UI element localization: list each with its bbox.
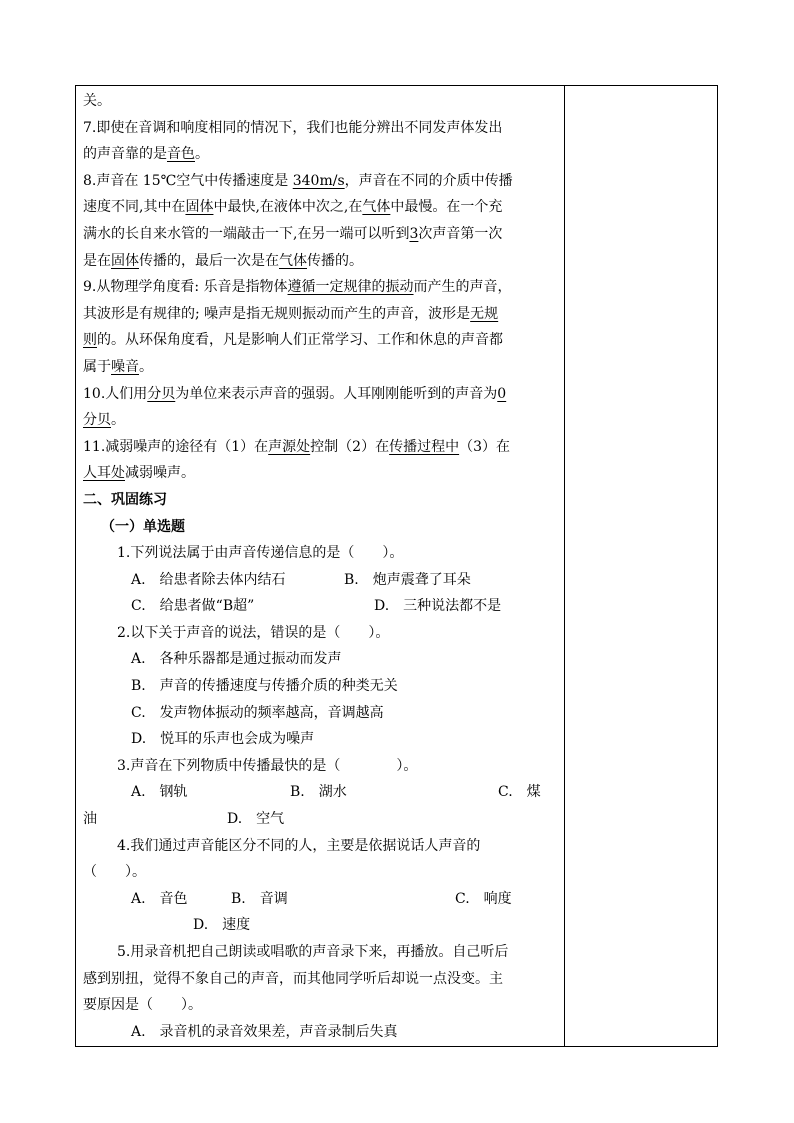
note-text: 控制（2）在 [310, 438, 390, 455]
note-line [83, 248, 561, 275]
option-a: A. 音色 [131, 890, 188, 907]
note-text: 的声音靠的是 [83, 146, 167, 163]
answer-blank: 分贝 [147, 385, 176, 402]
answer-blank: 声源处 [268, 438, 311, 455]
note-text: 。 [111, 412, 125, 429]
note-text: 关。 [83, 93, 111, 109]
answer-blank: 3 [409, 225, 419, 242]
answer-blank: 传播过程中 [389, 438, 460, 455]
option-a: A. 录音机的录音效果差，声音录制后失真 [131, 1023, 398, 1040]
question-stem: 2.以下关于声音的说法，错误的是（ ）。 [117, 624, 390, 641]
answer-blank: 噪音 [111, 358, 139, 375]
note-text: 传播的。 [307, 252, 363, 269]
option-row [83, 779, 561, 806]
option-b: B. 湖水 [290, 784, 347, 801]
answer-blank: 气体 [362, 199, 391, 216]
option-c: C. 煤 [498, 784, 541, 801]
note-line [83, 460, 561, 487]
note-text: 其波形是有规律的; 噪声是指无规则振动而产生的声音，波形是 [83, 305, 471, 322]
question-stem: 1.下列说法属于由声音传递信息的是（ ）。 [117, 545, 404, 562]
answer-blank: 分贝 [83, 412, 111, 429]
note-text: 的。从环保角度看，凡是影响人们正常学习、工作和休息的声音都 [97, 332, 503, 349]
question-stem: 感到别扭，觉得不象自己的声音，而其他同学听后却说一点没变。主 [83, 970, 503, 987]
note-text: 10.人们用 [83, 385, 148, 402]
option-c-continued: 油 [83, 811, 97, 828]
note-q7 [83, 115, 561, 142]
note-line [83, 327, 561, 354]
note-text: （3）在 [459, 438, 511, 455]
answer-blank: 遵循一定规律的振动 [287, 279, 414, 296]
option-c: C. 发声物体振动的频率越高，音调越高 [131, 704, 384, 721]
note-line [83, 407, 561, 434]
note-line [83, 301, 561, 328]
note-line [83, 194, 561, 221]
answer-blank: 固体 [111, 252, 139, 269]
note-text: 传播的，最后一次是在 [139, 252, 279, 269]
note-q11 [83, 434, 561, 461]
worksheet-content [83, 88, 561, 1045]
note-text: 8.声音在 15℃空气中传播速度是 [83, 172, 293, 189]
question-stem: 要原因是（ ）。 [83, 997, 202, 1014]
option-c: C. 响度 [455, 890, 512, 907]
answer-blank: 无规 [470, 305, 499, 322]
answer-blank: 0 [497, 385, 507, 402]
answer-blank: 人耳处 [83, 465, 125, 482]
note-text: 。 [195, 146, 209, 163]
option-a: A. 给患者除去体内结石 [131, 571, 286, 588]
note-line [83, 354, 561, 381]
answer-blank: 音色 [167, 146, 195, 163]
option-row [83, 806, 561, 833]
option-row [83, 886, 561, 913]
option-b: B. 音调 [231, 890, 288, 907]
note-line [83, 141, 561, 168]
note-text: 次声音第一次 [418, 225, 503, 242]
note-text: 属于 [83, 358, 111, 375]
note-text: ，声音在不同的介质中传播 [344, 172, 513, 189]
note-text: 速度不同,其中在 [83, 199, 186, 216]
column-divider [564, 85, 565, 1047]
note-text: 中最慢。在一个充 [390, 199, 503, 216]
option-d: D. 悦耳的乐声也会成为噪声 [131, 731, 315, 748]
note-q9 [83, 274, 561, 301]
note-text: 中最快,在液体中次之,在 [213, 199, 363, 216]
answer-blank: 气体 [279, 252, 307, 269]
question-stem: 5.用录音机把自己朗读或唱歌的声音录下来，再播放。自己听后 [117, 944, 509, 960]
option-row [83, 593, 561, 620]
option-a: A. 各种乐器都是通过振动而发声 [131, 651, 342, 668]
note-q10 [83, 381, 561, 408]
note-text: 而产生的声音， [413, 279, 512, 296]
note-line [83, 88, 561, 115]
option-b: B. 炮声震聋了耳朵 [344, 571, 471, 588]
option-row [83, 567, 561, 594]
section-heading: 二、巩固练习 [83, 491, 167, 508]
answer-blank: 固体 [185, 199, 214, 216]
answer-blank: 则 [83, 332, 97, 349]
note-text: 9.从物理学角度看: 乐音是指物体 [83, 279, 288, 296]
note-text: 11.减弱噪声的途径有（1）在 [83, 438, 269, 455]
option-a: A. 钢轨 [131, 784, 188, 801]
option-d: D. 空气 [227, 811, 285, 828]
note-text: 。 [139, 358, 153, 375]
note-text: 减弱噪声。 [125, 465, 195, 482]
note-line [83, 221, 561, 248]
option-d: D. 三种说法都不是 [374, 598, 502, 615]
answer-blank: 340m/s [292, 172, 345, 189]
note-q8 [83, 168, 561, 195]
question-stem: （ ）。 [83, 864, 146, 881]
option-d: D. 速度 [193, 917, 251, 934]
subsection-heading: （一）单选题 [101, 518, 185, 535]
question-stem: 3.声音在下列物质中传播最快的是（ ）。 [117, 757, 418, 774]
note-text: 7.即使在音调和响度相同的情况下，我们也能分辨出不同发声体发出 [83, 119, 503, 136]
note-text: 是在 [83, 252, 111, 269]
question-stem: 4.我们通过声音能区分不同的人，主要是依据说话人声音的 [117, 837, 481, 854]
note-text: 满水的长自来水管的一端敲击一下,在另一端可以听到 [83, 225, 410, 242]
option-b: B. 声音的传播速度与传播介质的种类无关 [131, 678, 398, 695]
note-text: 为单位来表示声音的强弱。人耳刚刚能听到的声音为 [175, 385, 498, 402]
option-c: C. 给患者做“B超” [131, 598, 255, 615]
